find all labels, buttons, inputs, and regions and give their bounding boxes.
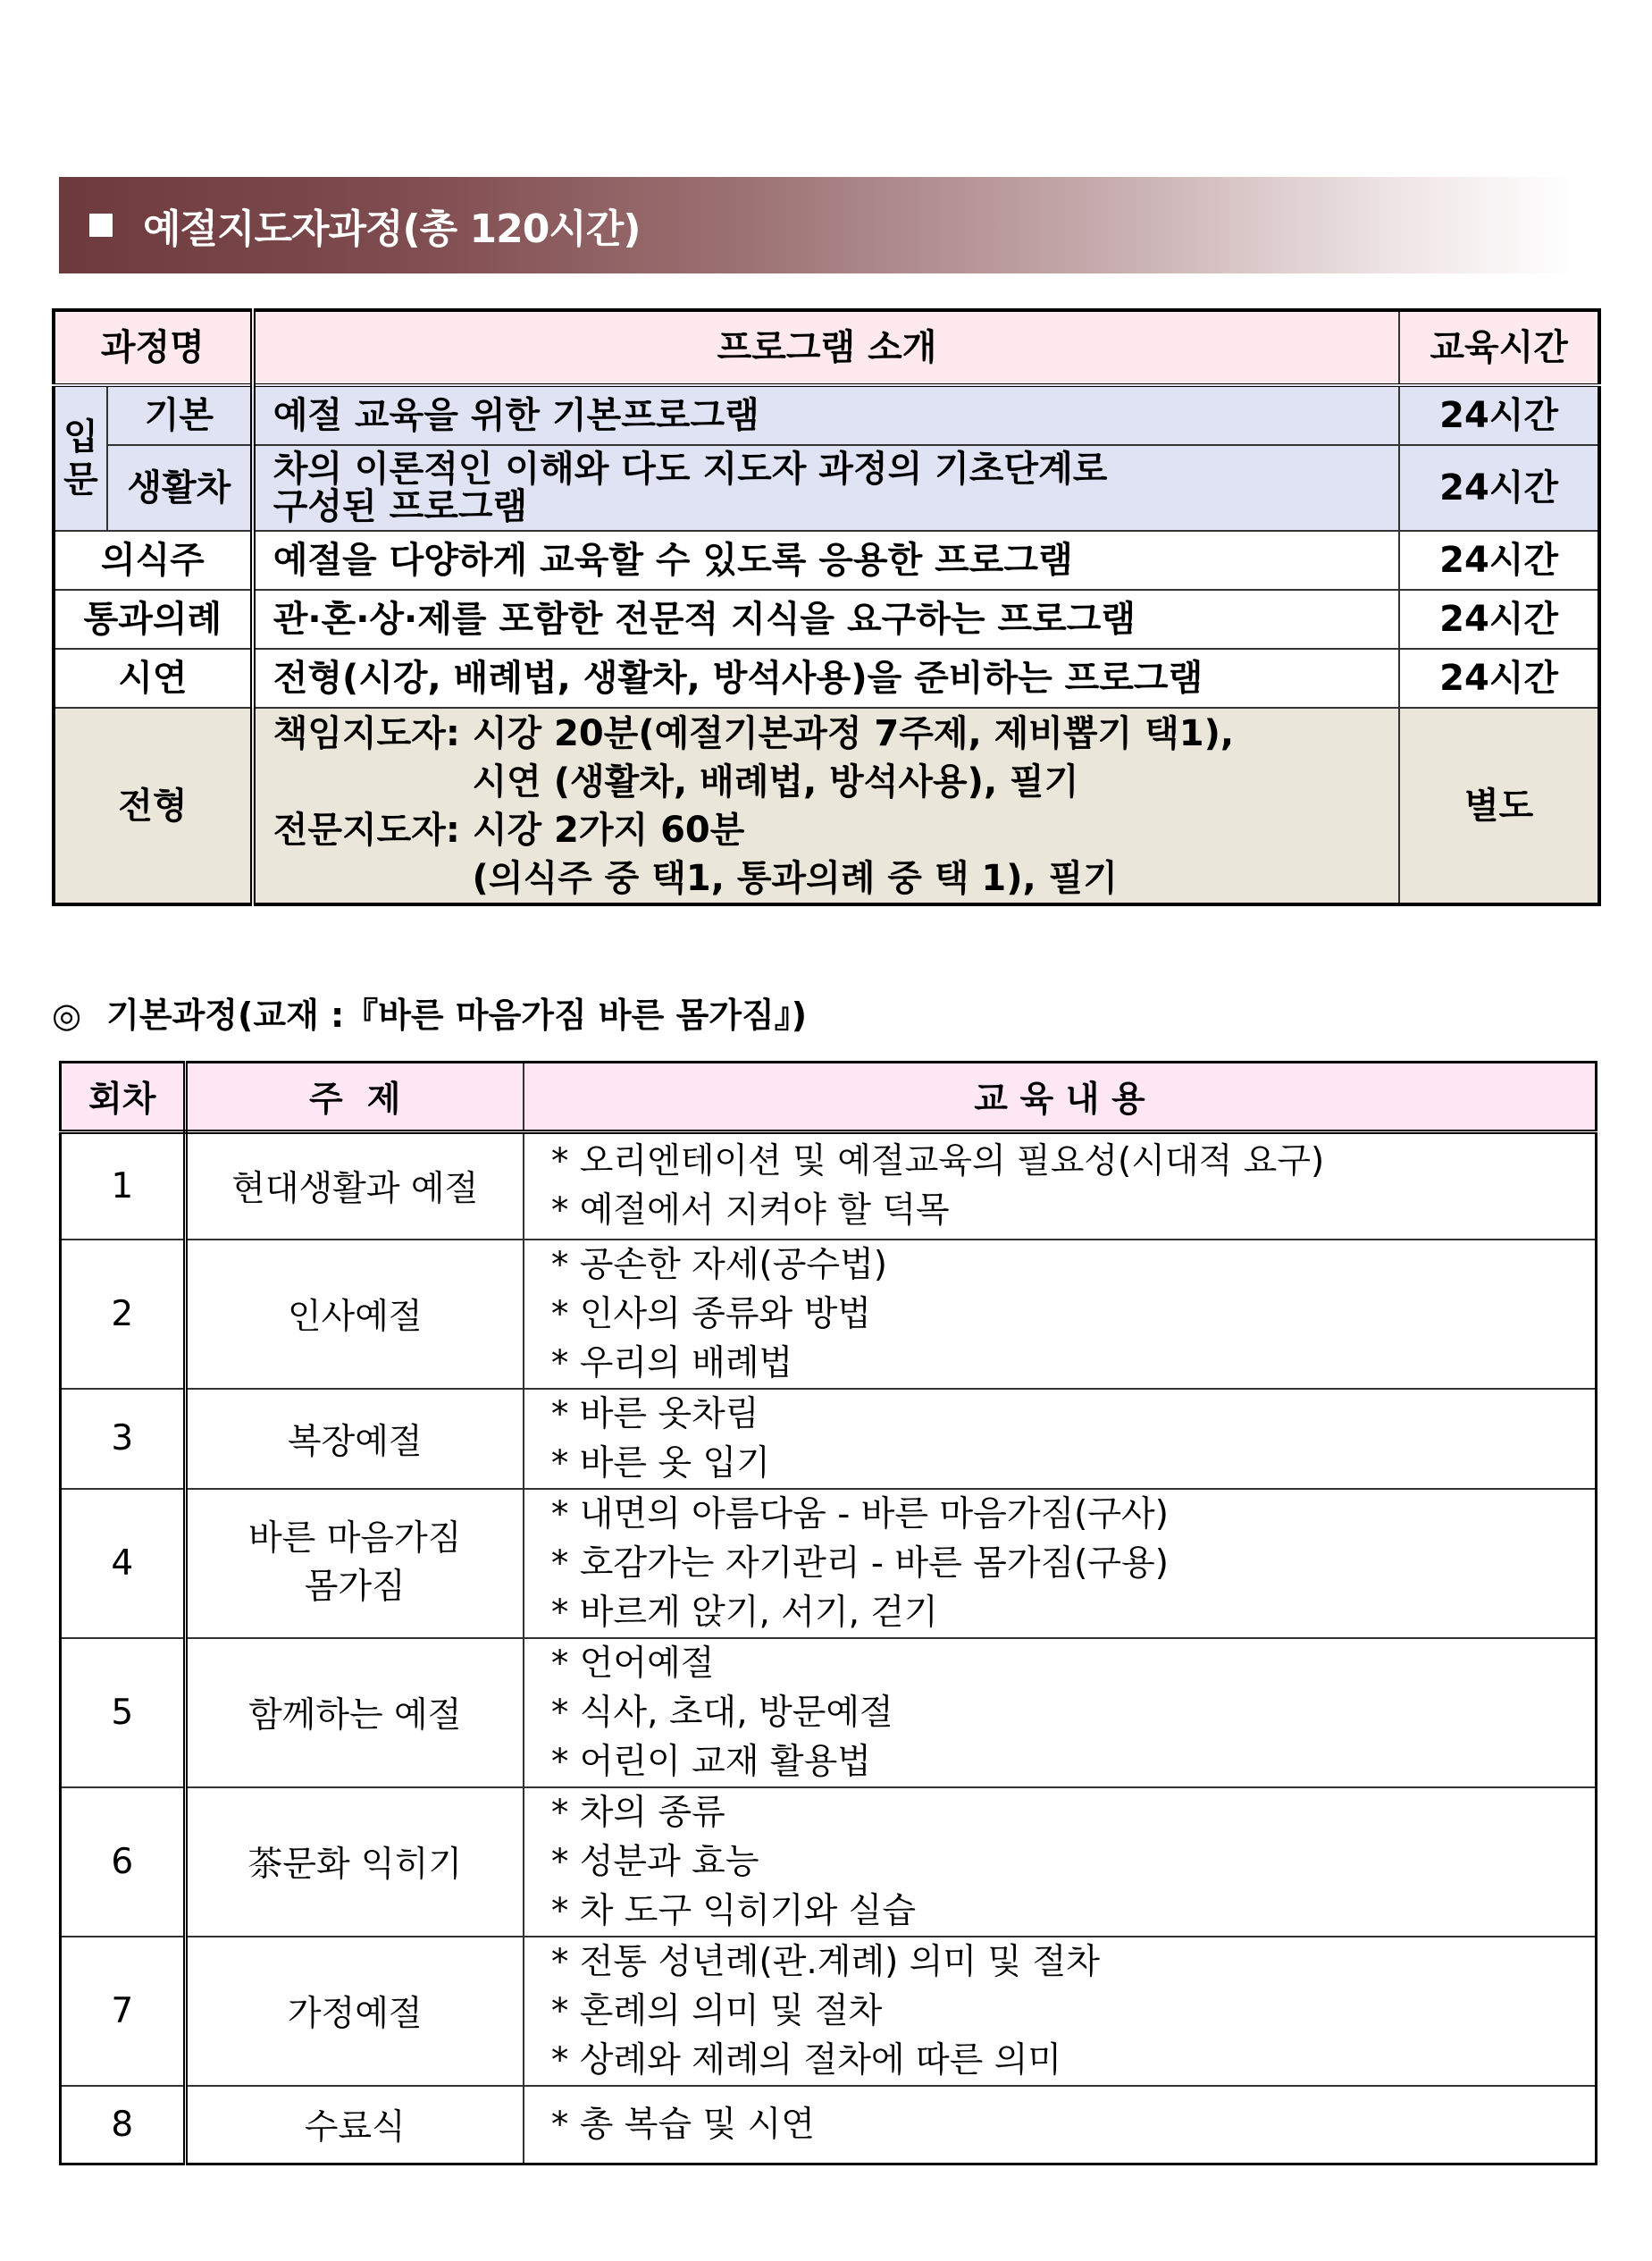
course-hours: 24시간 bbox=[1399, 385, 1599, 445]
header-course-name: 과정명 bbox=[54, 310, 253, 385]
session-no: 6 bbox=[61, 1787, 186, 1937]
program-intro: 예절 교육을 위한 기본프로그램 bbox=[253, 385, 1400, 445]
square-bullet-icon bbox=[89, 214, 113, 237]
table-row bbox=[61, 1240, 1597, 1389]
banner-title: 예절지도자과정(총 120시간) bbox=[143, 206, 641, 252]
session-no: 1 bbox=[61, 1132, 186, 1240]
course-hours: 24시간 bbox=[1399, 445, 1599, 531]
table-row bbox=[54, 649, 1599, 708]
table-row bbox=[54, 445, 1599, 531]
session-topic: 복장예절 bbox=[185, 1389, 524, 1489]
session-content: * 총 복습 및 시연 bbox=[524, 2086, 1597, 2164]
session-topic: 바른 마음가짐 몸가짐 bbox=[185, 1489, 524, 1638]
program-intro: 예절을 다양하게 교육할 수 있도록 응용한 프로그램 bbox=[253, 531, 1400, 590]
header-topic: 주 제 bbox=[185, 1063, 524, 1132]
basic-course-title bbox=[52, 988, 807, 1037]
session-topic: 인사예절 bbox=[185, 1240, 524, 1389]
basic-course-table bbox=[59, 1061, 1597, 2165]
session-content: * 언어예절 * 식사, 초대, 방문예절 * 어린이 교재 활용법 bbox=[524, 1638, 1597, 1787]
basic-table-header bbox=[61, 1063, 1597, 1132]
session-topic: 함께하는 예절 bbox=[185, 1638, 524, 1787]
course-name: 시연 bbox=[54, 649, 253, 708]
session-topic: 가정예절 bbox=[185, 1937, 524, 2086]
course-hours: 24시간 bbox=[1399, 649, 1599, 708]
basic-course-title-text: 기본과정(교재 :『바른 마음가짐 바른 몸가짐』) bbox=[106, 996, 808, 1035]
session-no: 2 bbox=[61, 1240, 186, 1389]
header-content: 교 육 내 용 bbox=[524, 1063, 1597, 1132]
session-no: 8 bbox=[61, 2086, 186, 2164]
session-topic: 현대생활과 예절 bbox=[185, 1132, 524, 1240]
table-row bbox=[61, 1132, 1597, 1240]
course-name: 의식주 bbox=[54, 531, 253, 590]
course-name: 생활차 bbox=[107, 445, 253, 531]
course-name: 통과의례 bbox=[54, 590, 253, 649]
header-hours: 교육시간 bbox=[1399, 310, 1599, 385]
table-row bbox=[54, 531, 1599, 590]
course-table bbox=[52, 308, 1601, 906]
double-circle-icon: ◎ bbox=[52, 996, 82, 1035]
course-hours: 별도 bbox=[1399, 708, 1599, 904]
table-row bbox=[54, 708, 1599, 904]
course-table-header bbox=[54, 310, 1599, 385]
session-topic: 수료식 bbox=[185, 2086, 524, 2164]
table-row bbox=[61, 1389, 1597, 1489]
session-content: * 오리엔테이션 및 예절교육의 필요성(시대적 요구) * 예절에서 지켜야 할 덕목 bbox=[524, 1132, 1597, 1240]
session-content: * 내면의 아름다움 - 바른 마음가짐(구사) * 호감가는 자기관리 - 바른 몸가짐(구용) * 바르게 앉기, 서기, 걷기 bbox=[524, 1489, 1597, 1638]
table-row bbox=[61, 2086, 1597, 2164]
session-no: 5 bbox=[61, 1638, 186, 1787]
entry-group-label: 입 문 bbox=[54, 385, 107, 531]
table-row bbox=[61, 1787, 1597, 1937]
header-program-intro: 프로그램 소개 bbox=[253, 310, 1400, 385]
session-content: * 공손한 자세(공수법) * 인사의 종류와 방법 * 우리의 배례법 bbox=[524, 1240, 1597, 1389]
session-no: 4 bbox=[61, 1489, 186, 1638]
program-intro: 차의 이론적인 이해와 다도 지도자 과정의 기초단계로 구성된 프로그램 bbox=[253, 445, 1400, 531]
table-row bbox=[61, 1937, 1597, 2086]
table-row bbox=[61, 1638, 1597, 1787]
course-name: 전형 bbox=[54, 708, 253, 904]
session-topic: 茶문화 익히기 bbox=[185, 1787, 524, 1937]
session-no: 7 bbox=[61, 1937, 186, 2086]
session-content: * 차의 종류 * 성분과 효능 * 차 도구 익히기와 실습 bbox=[524, 1787, 1597, 1937]
program-intro: 관·혼·상·제를 포함한 전문적 지식을 요구하는 프로그램 bbox=[253, 590, 1400, 649]
session-content: * 바른 옷차림 * 바른 옷 입기 bbox=[524, 1389, 1597, 1489]
program-intro: 책임지도자: 시강 20분(예절기본과정 7주제, 제비뽑기 택1), 시연 (생활차, 배례법, 방석사용), 필기 전문지도자: 시강 2가지 60분 (의식주 중 택1, 통과의례 중 택 1), 필기 bbox=[253, 708, 1400, 904]
session-no: 3 bbox=[61, 1389, 186, 1489]
table-row bbox=[54, 590, 1599, 649]
course-name: 기본 bbox=[107, 385, 253, 445]
header-session-no: 회차 bbox=[61, 1063, 186, 1132]
section-banner bbox=[59, 177, 1573, 273]
course-hours: 24시간 bbox=[1399, 531, 1599, 590]
table-row bbox=[61, 1489, 1597, 1638]
program-intro: 전형(시강, 배례법, 생활차, 방석사용)을 준비하는 프로그램 bbox=[253, 649, 1400, 708]
course-hours: 24시간 bbox=[1399, 590, 1599, 649]
table-row bbox=[54, 385, 1599, 445]
session-content: * 전통 성년례(관.계례) 의미 및 절차 * 혼례의 의미 및 절차 * 상례와 제례의 절차에 따른 의미 bbox=[524, 1937, 1597, 2086]
